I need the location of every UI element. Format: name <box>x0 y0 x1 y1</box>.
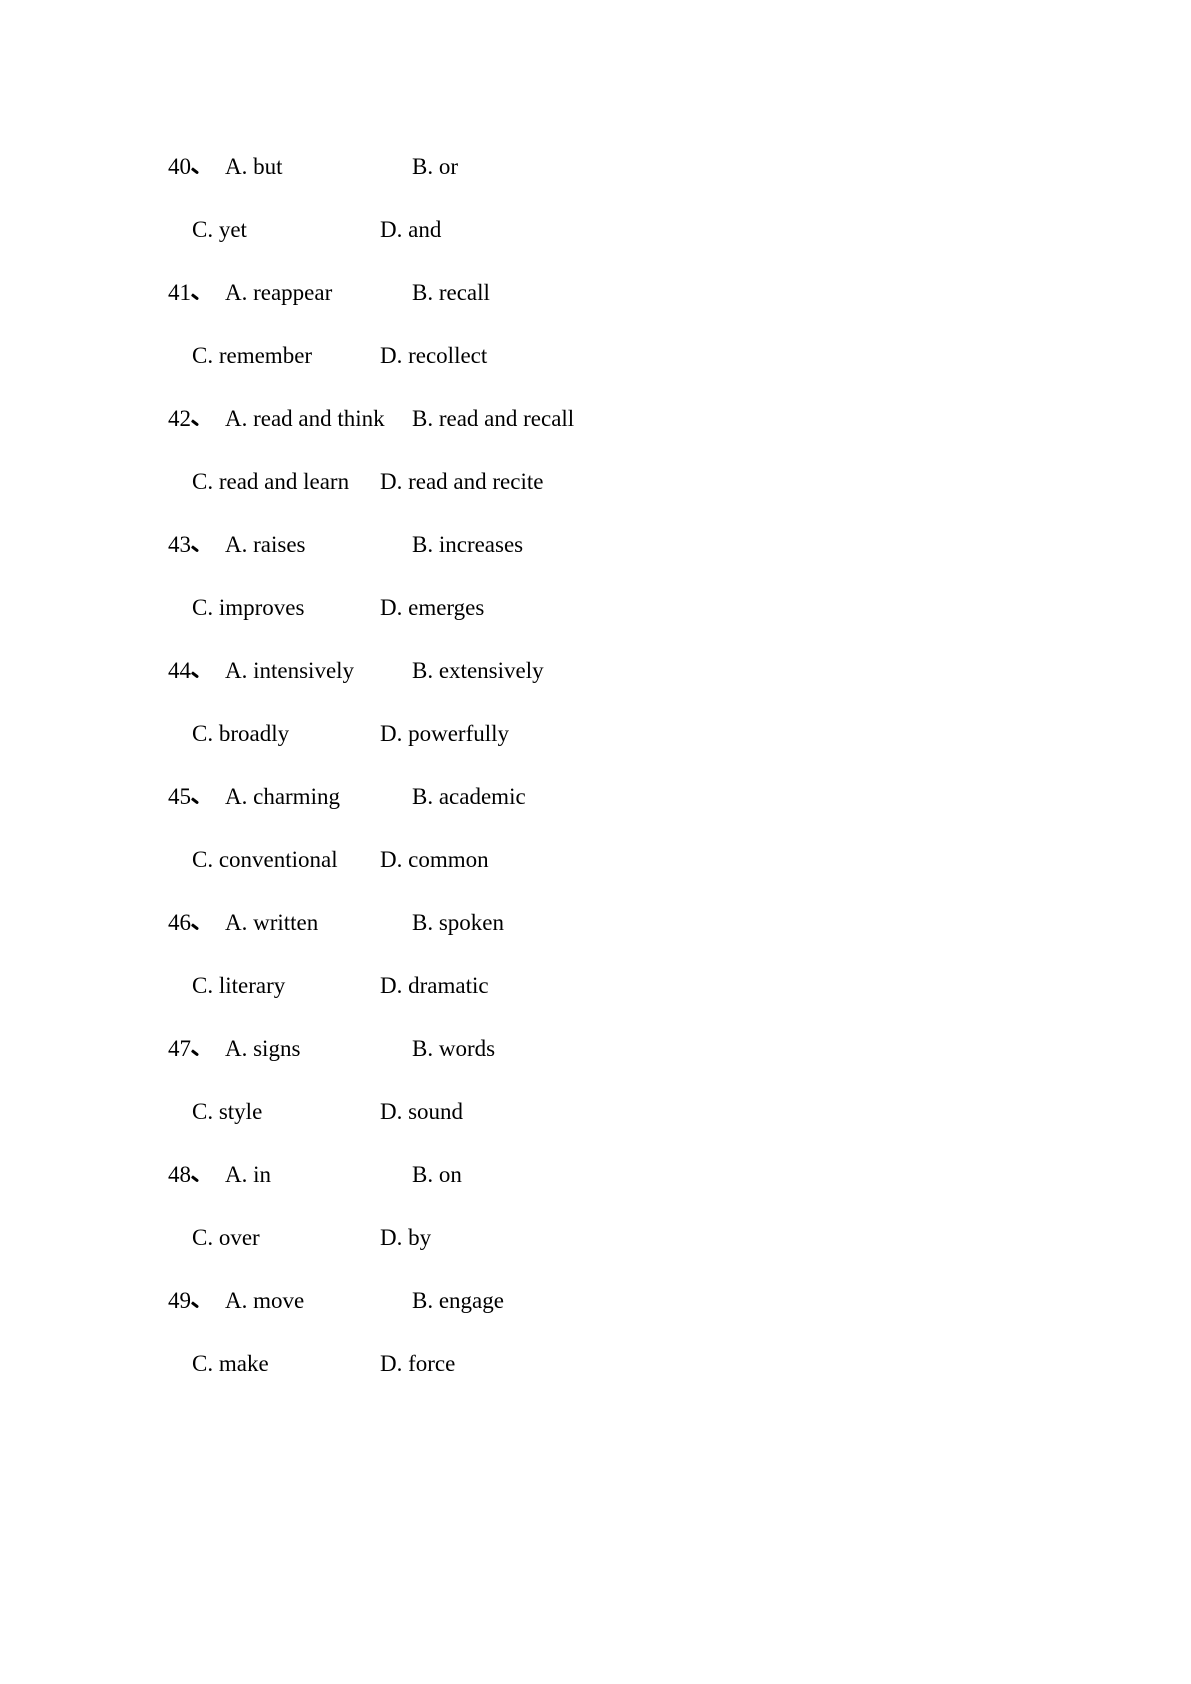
question-block-49 <box>0 1269 1191 1395</box>
option-d: D. and <box>380 217 442 242</box>
question-block-47 <box>0 1017 1191 1143</box>
question-row-cd <box>0 1332 1191 1395</box>
option-b: B. increases <box>412 532 524 557</box>
question-row-ab <box>0 765 1191 828</box>
question-number <box>168 533 225 556</box>
option-a: A. charming <box>225 784 340 809</box>
question-block-44 <box>0 639 1191 765</box>
option-a: A. intensively <box>225 658 355 683</box>
option-a: A. move <box>225 1288 305 1313</box>
question-number-text: 42 <box>168 406 191 431</box>
question-row-cd <box>0 324 1191 387</box>
option-c: C. improves <box>192 595 305 620</box>
question-row-ab <box>0 513 1191 576</box>
option-a: A. read and think <box>225 406 385 431</box>
option-a: A. signs <box>225 1036 301 1061</box>
ideographic-comma-icon <box>191 920 202 934</box>
option-b: B. on <box>412 1162 462 1187</box>
ideographic-comma-icon <box>191 290 202 304</box>
question-number <box>168 155 225 178</box>
question-row-ab <box>0 261 1191 324</box>
option-d: D. common <box>380 847 489 872</box>
question-row-ab <box>0 1143 1191 1206</box>
option-a: A. raises <box>225 532 306 557</box>
question-block-40 <box>0 135 1191 261</box>
ideographic-comma-icon <box>191 668 202 682</box>
ideographic-comma-icon <box>191 794 202 808</box>
question-number-text: 40 <box>168 154 191 179</box>
option-d: D. recollect <box>380 343 488 368</box>
option-d: D. emerges <box>380 595 485 620</box>
option-d: D. by <box>380 1225 432 1250</box>
option-d: D. dramatic <box>380 973 489 998</box>
option-a: A. in <box>225 1162 271 1187</box>
question-row-ab <box>0 1269 1191 1332</box>
question-number-text: 43 <box>168 532 191 557</box>
option-b: B. spoken <box>412 910 504 935</box>
question-row-ab <box>0 387 1191 450</box>
option-b: B. extensively <box>412 658 544 683</box>
option-c: C. remember <box>192 343 313 368</box>
question-number <box>168 659 225 682</box>
option-c: C. make <box>192 1351 269 1376</box>
question-row-ab <box>0 639 1191 702</box>
question-block-46 <box>0 891 1191 1017</box>
option-b: B. read and recall <box>412 406 575 431</box>
ideographic-comma-icon <box>191 416 202 430</box>
question-number <box>168 407 225 430</box>
question-row-cd <box>0 954 1191 1017</box>
question-number-text: 49 <box>168 1288 191 1313</box>
option-b: B. recall <box>412 280 490 305</box>
option-d: D. force <box>380 1351 456 1376</box>
option-a: A. but <box>225 154 283 179</box>
question-number-text: 41 <box>168 280 191 305</box>
question-row-ab <box>0 891 1191 954</box>
question-row-cd <box>0 1206 1191 1269</box>
ideographic-comma-icon <box>191 542 202 556</box>
option-c: C. yet <box>192 217 247 242</box>
option-d: D. read and recite <box>380 469 544 494</box>
ideographic-comma-icon <box>191 1046 202 1060</box>
question-number <box>168 1163 225 1186</box>
question-row-cd <box>0 450 1191 513</box>
question-row-ab <box>0 135 1191 198</box>
question-row-cd <box>0 702 1191 765</box>
question-number-text: 47 <box>168 1036 191 1061</box>
ideographic-comma-icon <box>191 1298 202 1312</box>
ideographic-comma-icon <box>191 164 202 178</box>
question-number-text: 48 <box>168 1162 191 1187</box>
question-row-cd <box>0 198 1191 261</box>
question-number <box>168 281 225 304</box>
option-c: C. over <box>192 1225 260 1250</box>
option-b: B. or <box>412 154 458 179</box>
question-number-text: 46 <box>168 910 191 935</box>
question-block-42 <box>0 387 1191 513</box>
question-number <box>168 911 225 934</box>
option-a: A. written <box>225 910 319 935</box>
question-row-ab <box>0 1017 1191 1080</box>
option-c: C. conventional <box>192 847 338 872</box>
option-c: C. literary <box>192 973 286 998</box>
option-a: A. reappear <box>225 280 333 305</box>
option-c: C. read and learn <box>192 469 350 494</box>
question-block-48 <box>0 1143 1191 1269</box>
option-b: B. academic <box>412 784 526 809</box>
question-number <box>168 1037 225 1060</box>
option-b: B. words <box>412 1036 496 1061</box>
question-number <box>168 1289 225 1312</box>
ideographic-comma-icon <box>191 1172 202 1186</box>
question-number-text: 44 <box>168 658 191 683</box>
option-c: C. style <box>192 1099 263 1124</box>
question-block-45 <box>0 765 1191 891</box>
question-block-43 <box>0 513 1191 639</box>
option-c: C. broadly <box>192 721 290 746</box>
option-b: B. engage <box>412 1288 504 1313</box>
question-block-41 <box>0 261 1191 387</box>
question-row-cd <box>0 576 1191 639</box>
question-number <box>168 785 225 808</box>
option-d: D. sound <box>380 1099 464 1124</box>
question-number-text: 45 <box>168 784 191 809</box>
question-row-cd <box>0 1080 1191 1143</box>
option-d: D. powerfully <box>380 721 510 746</box>
question-row-cd <box>0 828 1191 891</box>
